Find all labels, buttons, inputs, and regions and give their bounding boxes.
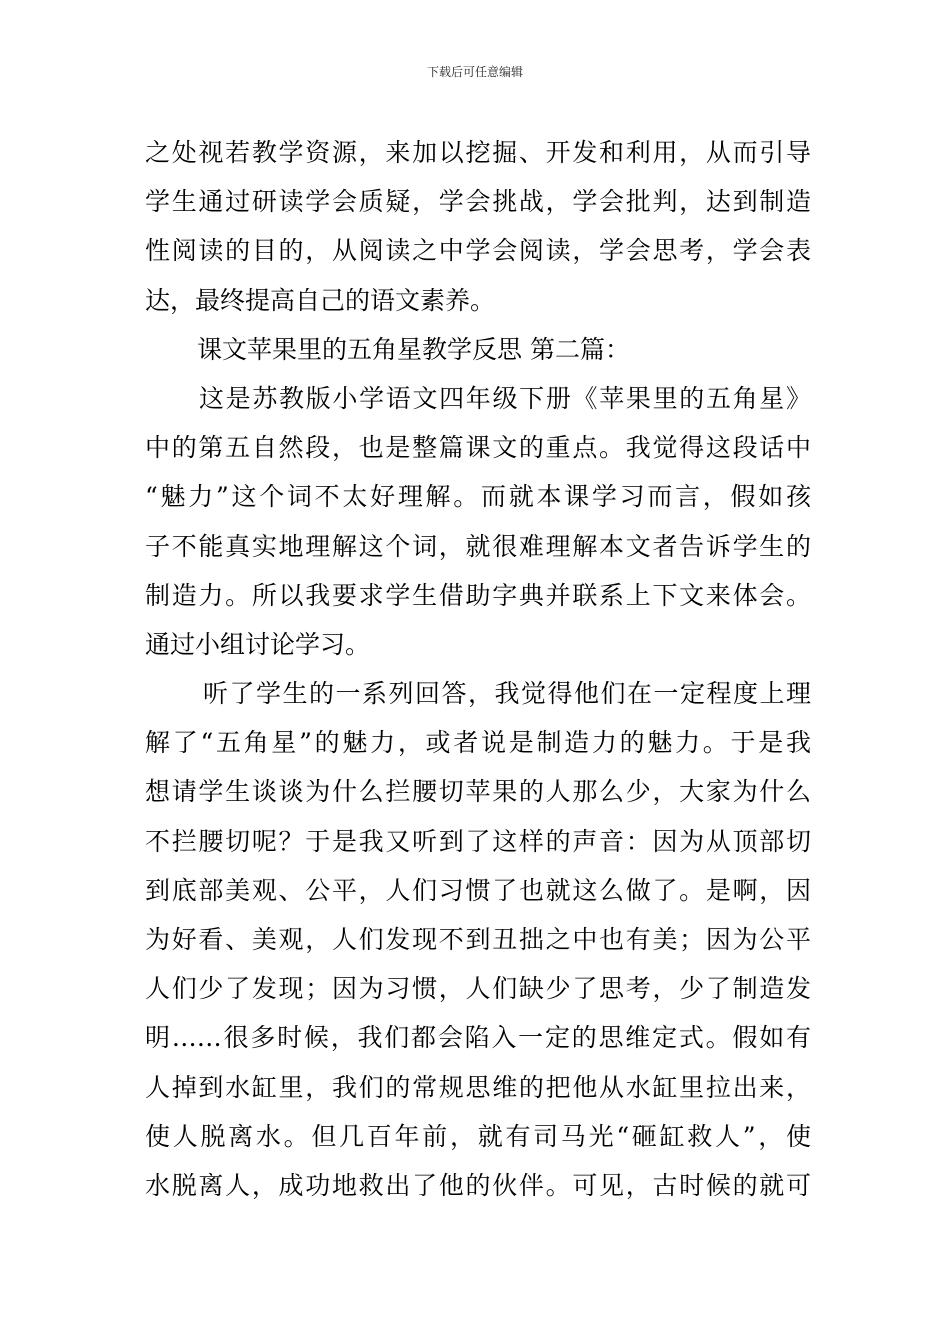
text-line: 制造力。所以我要求学生借助字典并联系上下文来体会。 <box>145 580 811 610</box>
text-line: 达，最终提高自己的语文素养。 <box>145 285 496 315</box>
text-line: 明……很多时候，我们都会陷入一定的思维定式。假如有 <box>145 1023 811 1053</box>
text-line: 想请学生谈谈为什么拦腰切苹果的人那么少，大家为什么 <box>145 777 811 807</box>
page-header: 下载后可任意编辑 <box>426 65 523 79</box>
text-line: “魅力”这个词不太好理解。而就本课学习而言，假如孩 <box>145 482 811 512</box>
text-line: 性阅读的目的，从阅读之中学会阅读，学会思考，学会表 <box>145 236 811 266</box>
text-line: 通过小组讨论学习。 <box>145 629 371 659</box>
text-line: 子不能真实地理解这个词，就很难理解本文者告诉学生的 <box>145 531 811 561</box>
text-line: 解了“五角星”的魅力，或者说是制造力的魅力。于是我 <box>145 728 811 758</box>
text-line: 为好看、美观，人们发现不到丑拙之中也有美；因为公平 <box>145 925 811 954</box>
text-line: 人掉到水缸里，我们的常规思维的把他从水缸里拉出来， <box>145 1072 811 1102</box>
text-line: 之处视若教学资源，来加以挖掘、开发和利用，从而引导 <box>145 138 811 167</box>
text-line: 水脱离人，成功地救出了他的伙伴。可见，古时候的就可 <box>145 1170 811 1200</box>
text-line: 不拦腰切呢？于是我又听到了这样的声音：因为从顶部切 <box>145 826 811 856</box>
body-text <box>145 128 811 1210</box>
text-line: 这是苏教版小学语文四年级下册《苹果里的五角星》 <box>199 383 811 413</box>
text-line: 到底部美观、公平，人们习惯了也就这么做了。是啊，因 <box>145 875 811 905</box>
text-line: 使人脱离水。但几百年前，就有司马光“砸缸救人”，使 <box>145 1121 811 1151</box>
text-line: 中的第五自然段，也是整篇课文的重点。我觉得这段话中 <box>145 433 811 463</box>
section-heading: 课文苹果里的五角星教学反思 第二篇： <box>197 334 630 364</box>
text-line: 人们少了发现；因为习惯，人们缺少了思考，少了制造发 <box>145 974 811 1004</box>
text-line: 学生通过研读学会质疑，学会挑战，学会批判，达到制造 <box>145 187 811 217</box>
text-line: 听了学生的一系列回答，我觉得他们在一定程度上理 <box>203 679 811 709</box>
